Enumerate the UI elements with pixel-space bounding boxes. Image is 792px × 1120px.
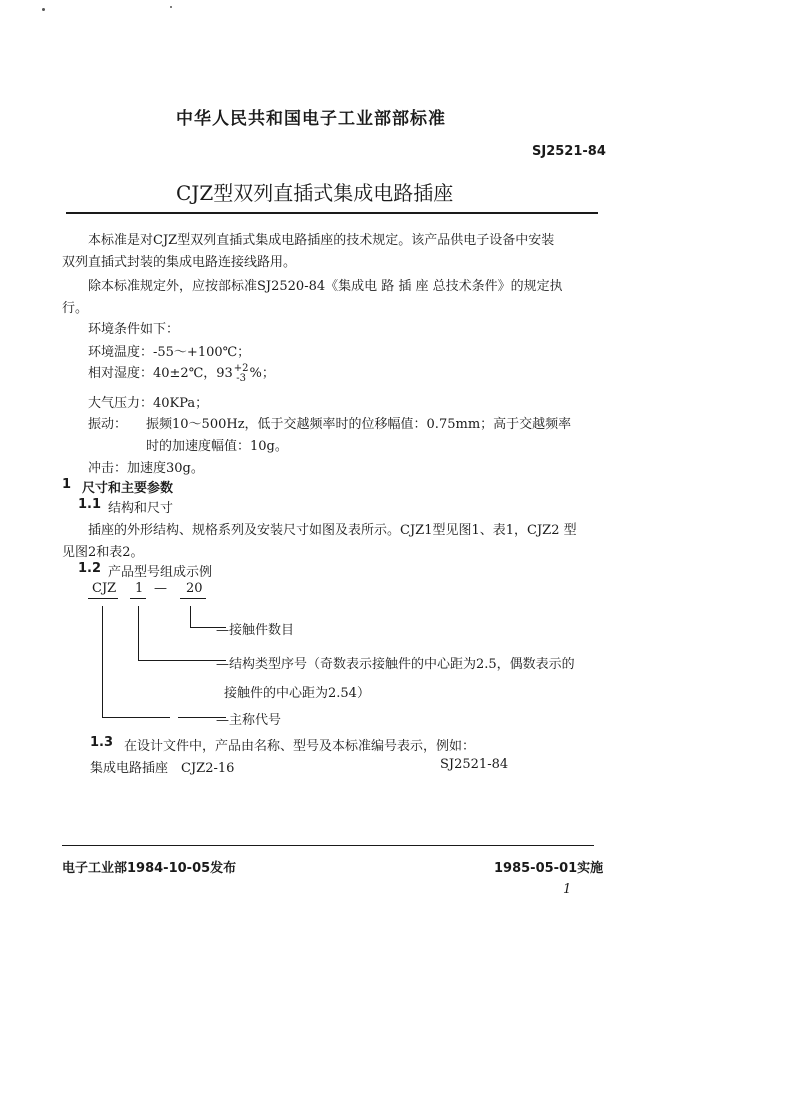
section-1-1-number: 1.1 bbox=[78, 497, 102, 512]
intro-line-2: 双列直插式封装的集成电路连接线路用。 bbox=[62, 255, 297, 270]
section-1-2-number: 1.2 bbox=[78, 561, 102, 576]
env-shock: 冲击：加速度30g。 bbox=[88, 461, 204, 476]
section-1-1-line-1: 插座的外形结构、规格系列及安装尺寸如图及表所示。CJZ1型见图1、表1，CJZ2 型 bbox=[88, 523, 577, 538]
env-temperature: 环境温度：-55～+100℃； bbox=[88, 345, 251, 360]
document-title: CJZ型双列直插式集成电路插座 bbox=[176, 181, 454, 205]
footer-effective: 1985-05-01实施 bbox=[494, 861, 604, 876]
env-pressure: 大气压力：40KPa； bbox=[88, 396, 209, 411]
leader-structure-vertical bbox=[138, 606, 139, 661]
section-1-number: 1 bbox=[62, 477, 72, 492]
intro-line-1: 本标准是对CJZ型双列直插式集成电路插座的技术规定。该产品供电子设备中安装 bbox=[88, 233, 555, 248]
humidity-suffix: %； bbox=[249, 366, 275, 381]
section-1-1-title: 结构和尺寸 bbox=[108, 501, 174, 516]
leader-contacts-vertical bbox=[190, 606, 191, 628]
label-structure-line-1: —结构类型序号（奇数表示接触件的中心距为2.5，偶数表示的 bbox=[216, 657, 575, 672]
scan-speck bbox=[42, 8, 45, 11]
env-vibration-line-1: 振频10～500Hz，低于交越频率时的位移幅值：0.75mm；高于交越频率 bbox=[146, 417, 572, 432]
footer-issued: 电子工业部1984-10-05发布 bbox=[62, 861, 237, 876]
model-dash: — bbox=[154, 581, 167, 596]
leader-structure-horizontal bbox=[138, 660, 226, 661]
underline-structure bbox=[130, 598, 146, 599]
intro-line-3: 除本标准规定外，应按部标准SJ2520-84《集成电 路 插 座 总技术条件》的规定执 bbox=[88, 279, 563, 294]
humidity-plus: +2 bbox=[233, 362, 249, 374]
footer-rule bbox=[62, 845, 594, 846]
model-code-prefix: CJZ bbox=[92, 581, 117, 596]
env-vibration-line-2: 时的加速度幅值：10g。 bbox=[146, 439, 288, 454]
label-main-code: —主称代号 bbox=[216, 713, 282, 728]
label-contact-count: —接触件数目 bbox=[216, 623, 295, 638]
underline-count bbox=[180, 598, 206, 599]
standard-code: SJ2521-84 bbox=[532, 144, 606, 159]
leader-main-horizontal bbox=[102, 717, 170, 718]
humidity-tolerance bbox=[234, 364, 249, 384]
example-standard-code: SJ2521-84 bbox=[440, 757, 509, 772]
section-1-3-text: 在设计文件中，产品由名称、型号及本标准编号表示，例如： bbox=[124, 739, 476, 754]
section-1-1-line-2: 见图2和表2。 bbox=[62, 545, 144, 560]
example-product-name: 集成电路插座 CJZ2-16 bbox=[90, 761, 235, 776]
model-structure-number: 1 bbox=[135, 581, 144, 596]
underline-cjz bbox=[88, 598, 118, 599]
env-humidity bbox=[88, 362, 275, 384]
humidity-prefix: 相对湿度：40±2℃，93 bbox=[88, 366, 233, 381]
env-vibration-label: 振动： bbox=[88, 417, 128, 432]
label-structure-line-2: 接触件的中心距为2.54） bbox=[224, 686, 370, 701]
scan-speck bbox=[170, 6, 172, 8]
section-1-heading: 尺寸和主要参数 bbox=[82, 481, 174, 496]
env-heading: 环境条件如下： bbox=[88, 322, 180, 337]
leader-main-vertical bbox=[102, 606, 103, 718]
model-contact-count: 20 bbox=[186, 581, 203, 596]
section-1-2-title: 产品型号组成示例 bbox=[108, 565, 213, 580]
title-rule bbox=[66, 212, 598, 214]
page-number: 1 bbox=[563, 882, 572, 897]
intro-line-4: 行。 bbox=[62, 301, 89, 316]
humidity-minus: -3 bbox=[236, 372, 247, 384]
section-1-3-number: 1.3 bbox=[90, 735, 114, 750]
org-standard-title: 中华人民共和国电子工业部部标准 bbox=[176, 109, 446, 129]
